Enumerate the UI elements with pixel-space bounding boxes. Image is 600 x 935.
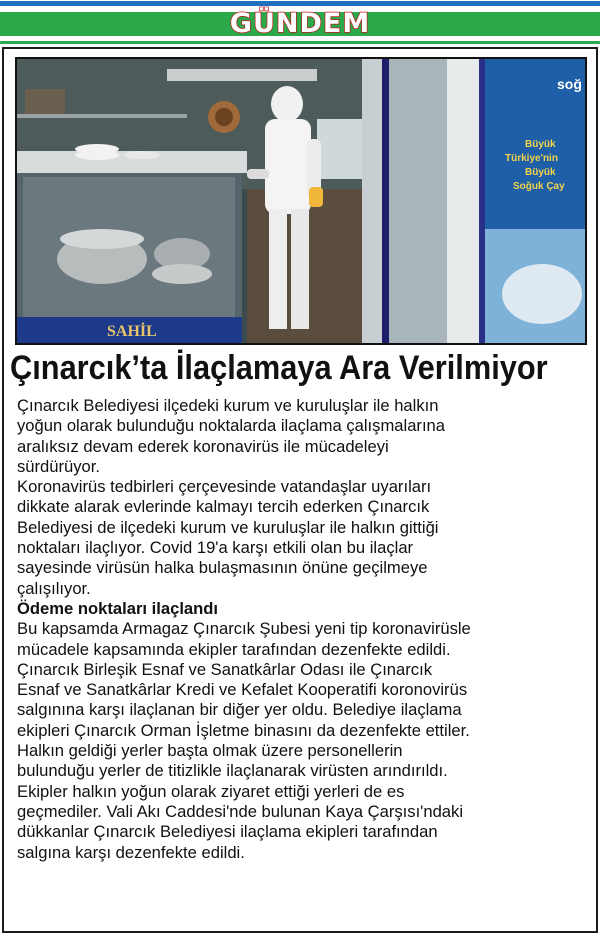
body-line: salgına karşı dezenfekte edildi. [17, 842, 245, 862]
article-subheading: Ödeme noktaları ilaçlandı [17, 598, 219, 618]
body-line: mücadele kapsamında ekipler tarafından dezenfekte edildi. [17, 639, 451, 659]
body-line: Ekipler halkın yoğun olarak ziyaret ettiği yerleri de es [17, 781, 405, 801]
body-line: dükkanlar Çınarcık Belediyesi ilaçlama ekipleri tarafından [17, 822, 438, 842]
body-line: geçmediler. Vali Akı Caddesi'nde bulunan Kaya Çarşısı'ndaki [17, 801, 464, 821]
body-line: Koronavirüs tedbirleri çerçevesinde vatandaşlar uyarıları [17, 477, 432, 497]
poster-text-4: Büyük [525, 167, 556, 178]
band-green-stripe-lower [0, 41, 600, 44]
poster-text-5: Soğuk Çay [513, 181, 565, 192]
body-line: Çınarcık Birleşik Esnaf ve Sanatkârlar Odası ile Çınarcık [17, 659, 432, 679]
photo-sign-text: SAHİL [107, 323, 157, 340]
article-body [17, 396, 589, 863]
body-line: sayesinde virüsün halka bulaşmasının önüne geçilmeye [17, 558, 428, 578]
body-line: Çınarcık Belediyesi ilçedeki kurum ve kuruluşlar ile halkın [17, 396, 439, 415]
body-line: Bu kapsamda Armagaz Çınarcık Şubesi yeni tip koronavirüsle [17, 619, 471, 639]
article-photo [15, 57, 587, 345]
section-header-band [0, 0, 600, 44]
body-line: Belediyesi de ilçedeki kurum ve kuruluşlar ile halkın gittiği [17, 517, 439, 537]
body-line: yoğun olarak bulunduğu noktalarda ilaçlama çalışmalarına [17, 416, 446, 436]
body-line: sürdürüyor. [17, 456, 101, 476]
body-line: dikkate alarak evlerinde kalmayı tercih ederken Çınarcık [17, 497, 430, 517]
poster-text-3: Türkiye'nin [505, 153, 558, 164]
body-line: noktaları ilaçlıyor. Covid 19'a karşı etkili olan bu ilaçlar [17, 538, 414, 558]
body-line: salgınına karşı ilaçlanan bir diğer yer oldu. Belediye ilaçlama [17, 700, 462, 720]
poster-text-1: soğ [557, 76, 582, 92]
photo-illustration [17, 59, 585, 343]
section-title: GÜNDEM [229, 8, 371, 39]
body-line: bulunduğu yerler de titizlikle ilaçlanarak virüsten arındırıldı. [17, 761, 448, 781]
body-line: aralıksız devam ederek koronavirüs ile mücadeleyi [17, 436, 389, 456]
body-line: Halkın geldiği yerler başta olmak üzere personellerin [17, 741, 403, 761]
body-line: çalışılıyor. [17, 578, 91, 598]
article-headline: Çınarcık’ta İlaçlamaya Ara Verilmiyor [10, 349, 548, 387]
poster-text-2: Büyük [525, 139, 556, 150]
body-line: Esnaf ve Sanatkârlar Kredi ve Kefalet Kooperatifi koronovirüs [17, 680, 468, 700]
body-line: ekipleri Çınarcık Orman İşletme binasını da dezenfekte ettiler. [17, 720, 470, 740]
